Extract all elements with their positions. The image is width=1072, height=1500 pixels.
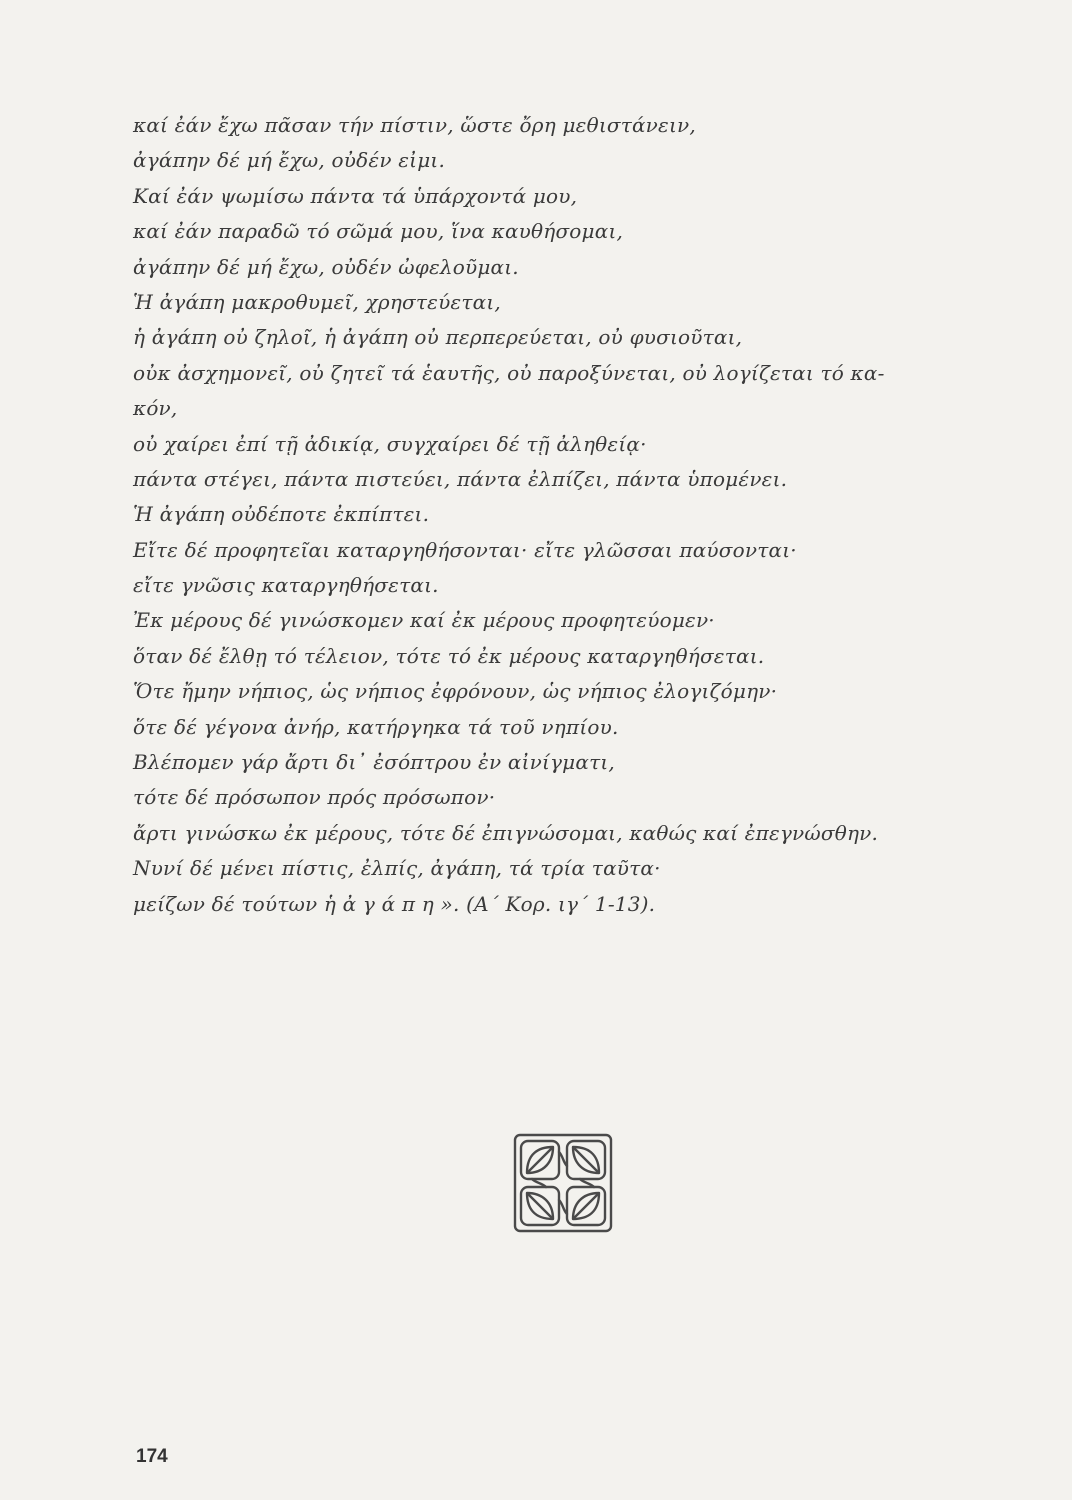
poem-line: ἡ ἀγάπη οὐ ζηλοῖ, ἡ ἀγάπη οὐ περπερεύεται, οὐ φυσιοῦται, — [133, 325, 743, 350]
poem-line: Ἡ ἀγάπη μακροθυμεῖ, χρηστεύεται, — [133, 289, 501, 314]
poem-text — [133, 108, 973, 922]
poem-line: ὅταν δέ ἔλθῃ τό τέλειον, τότε τό ἐκ μέρους καταργηθήσεται. — [133, 643, 765, 668]
poem-line: πάντα στέγει, πάντα πιστεύει, πάντα ἐλπίζει, πάντα ὑπομένει. — [133, 466, 788, 491]
page-number: 174 — [136, 1446, 168, 1467]
poem-line: εἴτε γνῶσις καταργηθήσεται. — [133, 573, 439, 598]
poem-line: Καί ἐάν ψωμίσω πάντα τά ὑπάρχοντά μου, — [133, 183, 578, 208]
poem-line: ἄρτι γινώσκω ἐκ μέρους, τότε δέ ἐπιγνώσομαι, καθώς καί ἐπεγνώσθην. — [133, 820, 879, 845]
poem-line: καί ἐάν παραδῶ τό σῶμά μου, ἵνα καυθήσομαι, — [133, 219, 624, 244]
celtic-knot-ornament-icon — [512, 1132, 614, 1234]
poem-line: Ἐκ μέρους δέ γινώσκομεν καί ἐκ μέρους προφητεύομεν· — [133, 608, 715, 633]
poem-line: κόν, — [133, 396, 178, 421]
poem-line: ἀγάπην δέ μή ἔχω, οὐδέν εἰμι. — [133, 148, 446, 173]
poem-line: οὐ χαίρει ἐπί τῇ ἀδικίᾳ, συγχαίρει δέ τῇ ἀληθείᾳ· — [133, 431, 647, 456]
poem-line: οὐκ ἀσχημονεῖ, οὐ ζητεῖ τά ἑαυτῆς, οὐ παροξύνεται, οὐ λογίζεται τό κα- — [133, 360, 885, 385]
poem-line: Βλέπομεν γάρ ἄρτι δι᾿ ἐσόπτρου ἐν αἰνίγματι, — [133, 750, 615, 775]
poem-line: ὅτε δέ γέγονα ἀνήρ, κατήργηκα τά τοῦ νηπίου. — [133, 714, 619, 739]
poem-line: Εἴτε δέ προφητεῖαι καταργηθήσονται· εἴτε γλῶσσαι παύσονται· — [133, 537, 797, 562]
poem-line: καί ἐάν ἔχω πᾶσαν τήν πίστιν, ὥστε ὄρη μεθιστάνειν, — [133, 113, 696, 137]
poem-line: μείζων δέ τούτων ἡ ἀ γ ά π η ». (Α΄ Κορ. ιγ΄ 1-13). — [133, 891, 656, 916]
poem-line: Ἡ ἀγάπη οὐδέποτε ἐκπίπτει. — [133, 502, 430, 527]
poem-line: ἀγάπην δέ μή ἔχω, οὐδέν ὠφελοῦμαι. — [133, 254, 519, 279]
poem-line: Ὅτε ἤμην νήπιος, ὡς νήπιος ἐφρόνουν, ὡς νήπιος ἐλογιζόμην· — [133, 679, 778, 704]
poem-line: τότε δέ πρόσωπον πρός πρόσωπον· — [133, 785, 496, 810]
poem-line: Νυνί δέ μένει πίστις, ἐλπίς, ἀγάπη, τά τρία ταῦτα· — [133, 856, 661, 881]
